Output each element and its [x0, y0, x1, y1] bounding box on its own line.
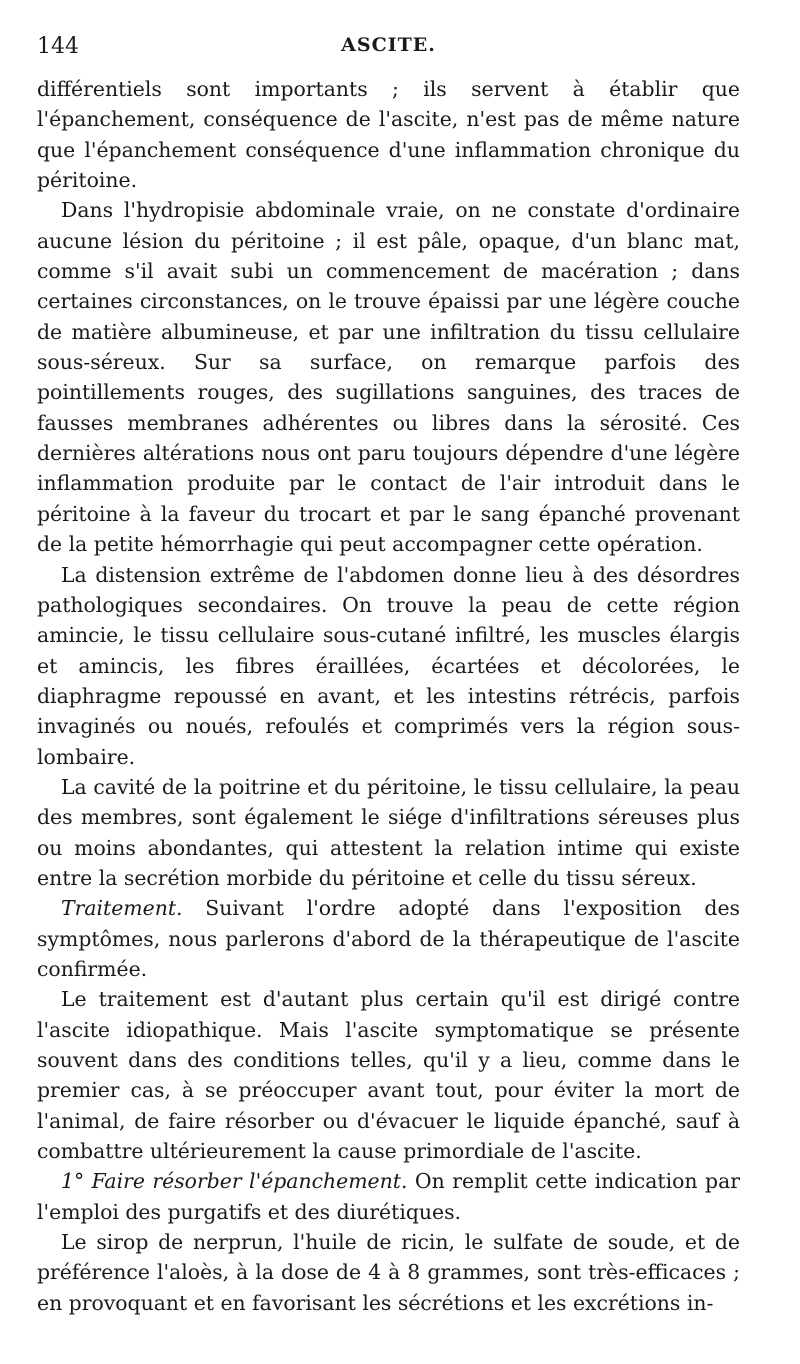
- paragraph-1: [37, 74, 740, 195]
- paragraph-4: [37, 772, 740, 893]
- paragraph-5-lead: Traitement.: [61, 896, 183, 921]
- paragraph-5-text: Suivant l'ordre adopté dans l'exposition des symptômes, nous parlerons d'abord de la thérapeutique de l'ascite confirmée.: [37, 896, 740, 981]
- paragraph-7-text: On remplit cette indication par l'emploi des purgatifs et des diurétiques.: [37, 1169, 741, 1224]
- paragraph-8: [37, 1227, 740, 1318]
- running-title: ASCITE.: [341, 34, 436, 56]
- paragraph-6-text: Le traitement est d'autant plus certain qu'il est dirigé contre l'ascite idiopathique. Mais l'ascite symptomatique se présente souvent dans des conditions telles, qu'il y a lieu, comme dans le premier cas, à se préoccuper avant tout, pour éviter la mort de l'animal, de faire résorber ou d'évacuer le liquide épanché, sauf à combattre ultérieurement la cause primordiale de l'ascite.: [37, 987, 740, 1164]
- body-text: [37, 74, 740, 1318]
- paragraph-3-text: La distension extrême de l'abdomen donne lieu à des désordres pathologiques secondaires. On trouve la peau de cette région amincie, le tissu cellulaire sous-cutané infiltré, les muscles élargis et amincis, les fibres éraillées, écartées et décolorées, le diaphragme repoussé en avant, et les intestins rétrécis, parfois invaginés ou noués, refoulés et comprimés vers la région sous-lombaire.: [37, 562, 740, 769]
- paragraph-7: [37, 1166, 740, 1227]
- paragraph-2-text: Dans l'hydropisie abdominale vraie, on ne constate d'ordinaire aucune lésion du péritoine ; il est pâle, opaque, d'un blanc mat, comme s'il avait subi un commencement de macération ; dans certaines circonstances, on le trouve épaissi par une légère couche de matière albumineuse, et par une infiltration du tissu cellulaire sous-séreux. Sur sa surface, on remarque parfois des pointillements rouges, des sugillations sanguines, des traces de fausses membranes adhérentes ou libres dans la sérosité. Ces dernières altérations nous ont paru toujours dépendre d'une légère inflammation produite par le contact de l'air introduit dans le péritoine à la faveur du trocart et par le sang épanché provenant de la petite hémorrhagie qui peut accompagner cette opération.: [37, 198, 740, 557]
- paragraph-3: [37, 560, 740, 772]
- paragraph-5: [37, 893, 740, 984]
- paragraph-2: [37, 195, 740, 559]
- page-number: 144: [37, 34, 79, 59]
- paragraph-4-text: La cavité de la poitrine et du péritoine, le tissu cellulaire, la peau des membres, sont également le siége d'infiltrations séreuses plus ou moins abondantes, qui attestent la relation intime qui existe entre la secrétion morbide du péritoine et celle du tissu séreux.: [37, 774, 740, 890]
- paragraph-8-text: Le sirop de nerprun, l'huile de ricin, le sulfate de soude, et de préférence l'aloès, à la dose de 4 à 8 grammes, sont très-efficaces ; en provoquant et en favorisant les sécrétions et les excrétions in-: [37, 1230, 740, 1315]
- page-header: [37, 28, 740, 64]
- paragraph-1-text: différentiels sont importants ; ils servent à établir que l'épanchement, conséquence de l'ascite, n'est pas de même nature que l'épanchement conséquence d'une inflammation chronique du péritoine.: [37, 77, 740, 193]
- paragraph-6: [37, 984, 740, 1166]
- paragraph-7-lead: 1° Faire résorber l'épanchement.: [61, 1169, 408, 1194]
